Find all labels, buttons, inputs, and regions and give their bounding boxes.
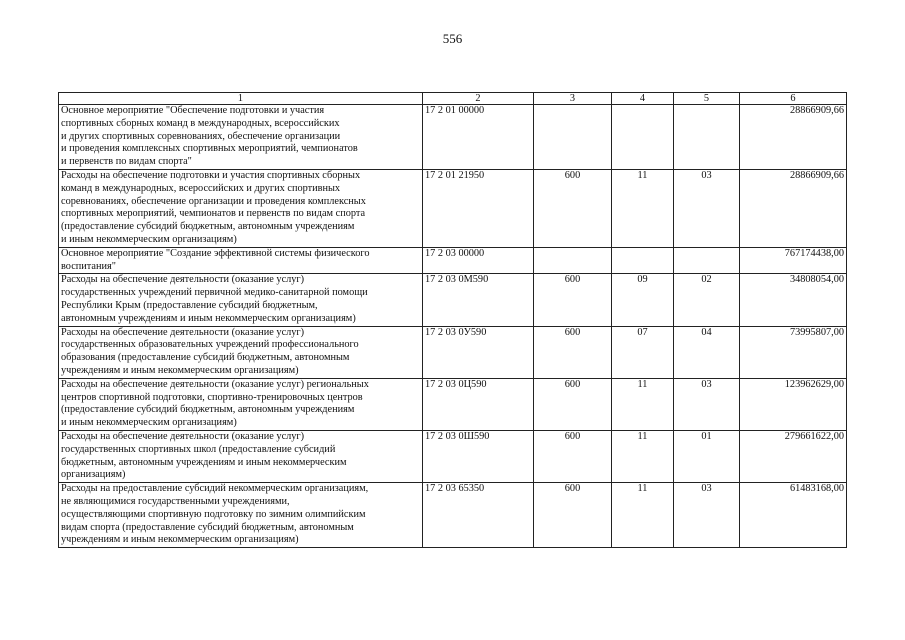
row-name: Основное мероприятие "Обеспечение подготовки и участия спортивных сборных команд в международных, всероссийских и других спортивных соревнованиях, обеспечение организации и проведения комплексных спортивных мероприятий, чемпионатов и первенств по видам спорта"	[59, 105, 423, 170]
row-subsection: 01	[674, 430, 740, 482]
row-subsection: 02	[674, 274, 740, 326]
row-name: Расходы на предоставление субсидий некоммерческим организациям, не являющимися государственными учреждениями, осуществляющими спортивную подготовку по зимним олимпийским видам спорта (предоставление субсидий бюджетным, автономным учреждениям и иным некоммерческим организациям)	[59, 483, 423, 548]
row-expense-type: 600	[534, 274, 612, 326]
row-name: Расходы на обеспечение деятельности (оказание услуг) государственных образовательных учреждений профессионального образования (предоставление субсидий бюджетным, автономным учреждениям и иным некоммерческим организациям)	[59, 326, 423, 378]
row-code: 17 2 01 21950	[423, 169, 534, 247]
table-row	[59, 169, 847, 247]
row-sum: 123962629,00	[740, 378, 847, 430]
row-sum: 28866909,66	[740, 105, 847, 170]
page-number: 556	[442, 31, 463, 46]
row-code: 17 2 03 0М590	[423, 274, 534, 326]
header-col-3: 3	[534, 93, 612, 105]
row-code: 17 2 03 0Ц590	[423, 378, 534, 430]
row-code: 17 2 03 65350	[423, 483, 534, 548]
row-name: Расходы на обеспечение деятельности (оказание услуг) государственных учреждений первичной медико-санитарной помощи Республики Крым (предоставление субсидий бюджетным, автономным учреждениям и иным некоммерческим организациям)	[59, 274, 423, 326]
row-expense-type: 600	[534, 430, 612, 482]
table-row	[59, 378, 847, 430]
row-section	[612, 247, 674, 274]
header-col-6: 6	[740, 93, 847, 105]
row-section: 11	[612, 483, 674, 548]
row-expense-type	[534, 247, 612, 274]
row-expense-type	[534, 105, 612, 170]
table-row	[59, 247, 847, 274]
row-sum: 767174438,00	[740, 247, 847, 274]
budget-table	[58, 92, 847, 548]
header-col-1: 1	[59, 93, 423, 105]
header-col-5: 5	[674, 93, 740, 105]
row-subsection: 03	[674, 378, 740, 430]
row-subsection: 03	[674, 483, 740, 548]
row-subsection: 04	[674, 326, 740, 378]
row-section: 11	[612, 430, 674, 482]
table-row	[59, 430, 847, 482]
row-section	[612, 105, 674, 170]
row-sum: 34808054,00	[740, 274, 847, 326]
row-name: Основное мероприятие "Создание эффективной системы физического воспитания"	[59, 247, 423, 274]
row-name: Расходы на обеспечение деятельности (оказание услуг) государственных спортивных школ (предоставление субсидий бюджетным, автономным учреждениям и иным некоммерческим организациям)	[59, 430, 423, 482]
row-expense-type: 600	[534, 378, 612, 430]
header-col-2: 2	[423, 93, 534, 105]
row-sum: 28866909,66	[740, 169, 847, 247]
row-section: 09	[612, 274, 674, 326]
row-code: 17 2 03 0Ш590	[423, 430, 534, 482]
table-row	[59, 105, 847, 170]
row-code: 17 2 03 0У590	[423, 326, 534, 378]
row-code: 17 2 03 00000	[423, 247, 534, 274]
table-row	[59, 483, 847, 548]
table-header	[59, 93, 847, 105]
row-name: Расходы на обеспечение подготовки и участия спортивных сборных команд в международных, всероссийских и других спортивных соревнованиях, обеспечение организации и проведения комплексных спортивных мероприятий, чемпионатов и первенств по видам спорта (предоставление субсидий бюджетным, автономным учреждениям и иным некоммерческим организациям)	[59, 169, 423, 247]
header-col-4: 4	[612, 93, 674, 105]
row-name: Расходы на обеспечение деятельности (оказание услуг) региональных центров спортивной подготовки, спортивно-тренировочных центров (предоставление субсидий бюджетным, автономным учреждениям и иным некоммерческим организациям)	[59, 378, 423, 430]
row-section: 11	[612, 169, 674, 247]
row-sum: 279661622,00	[740, 430, 847, 482]
row-expense-type: 600	[534, 169, 612, 247]
row-expense-type: 600	[534, 326, 612, 378]
header-row	[59, 93, 847, 105]
row-sum: 61483168,00	[740, 483, 847, 548]
row-code: 17 2 01 00000	[423, 105, 534, 170]
row-section: 07	[612, 326, 674, 378]
table-body	[59, 105, 847, 548]
table-row	[59, 274, 847, 326]
table-row	[59, 326, 847, 378]
row-subsection: 03	[674, 169, 740, 247]
row-subsection	[674, 105, 740, 170]
row-section: 11	[612, 378, 674, 430]
row-expense-type: 600	[534, 483, 612, 548]
row-subsection	[674, 247, 740, 274]
row-sum: 73995807,00	[740, 326, 847, 378]
